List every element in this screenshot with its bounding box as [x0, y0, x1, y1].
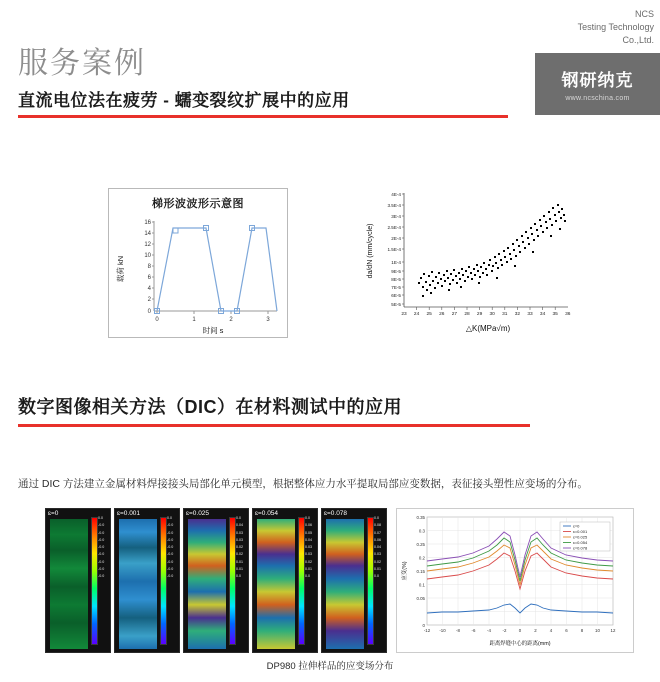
svg-text:1: 1	[192, 317, 196, 323]
dic-panel	[45, 508, 111, 653]
chart3-xlabel: 距离焊缝中心的距离(mm)	[489, 641, 551, 647]
svg-text:0.2: 0.2	[418, 555, 425, 561]
company-logo-block	[535, 0, 660, 115]
svg-text:28: 28	[464, 312, 470, 317]
company-name-en	[535, 0, 660, 47]
dic-scale-ticks: 0.0 -0.0 -0.0 -0.0 -0.0 -0.0 -0.0 -0.0 -0.0	[98, 516, 105, 579]
svg-text:25: 25	[426, 312, 432, 317]
title-underline-1	[18, 115, 508, 118]
svg-text:6: 6	[147, 275, 151, 281]
svg-text:-12: -12	[423, 628, 431, 633]
svg-text:1.5E-4: 1.5E-4	[387, 247, 401, 252]
svg-text:-8: -8	[456, 628, 460, 633]
svg-text:34: 34	[539, 312, 546, 317]
svg-text:36: 36	[565, 312, 571, 317]
svg-text:-2: -2	[502, 628, 507, 633]
svg-text:16: 16	[144, 220, 151, 226]
chart1-svg	[109, 211, 287, 339]
svg-text:0: 0	[147, 309, 151, 315]
svg-text:1E-4: 1E-4	[391, 260, 401, 265]
chart2-xlabel: △K(MPa√m)	[465, 324, 511, 333]
company-name-cn: 钢研纳克	[561, 71, 634, 90]
dic-strain-field	[326, 519, 364, 649]
dic-scale-ticks: 0.0 0.04 0.03 0.03 0.02 0.02 0.01 0.01 0.0	[236, 516, 243, 579]
dic-panel-label: ɛ=0.078	[324, 510, 348, 517]
svg-text:0: 0	[518, 628, 522, 633]
dic-scale-ticks: 0.0 0.06 0.05 0.04 0.03 0.03 0.02 0.01 0.0	[305, 516, 312, 579]
chart3-ylabel: 应变(%)	[402, 561, 408, 581]
svg-text:4E-4: 4E-4	[391, 192, 401, 197]
svg-text:24: 24	[413, 312, 420, 317]
svg-text:35: 35	[552, 312, 558, 317]
svg-text:3E-4: 3E-4	[391, 214, 401, 219]
svg-text:30: 30	[489, 312, 495, 317]
svg-text:26: 26	[439, 312, 445, 317]
dic-strain-field	[119, 519, 157, 649]
svg-text:12: 12	[144, 242, 151, 248]
chart1-xlabel: 时间 s	[202, 326, 224, 335]
svg-text:0: 0	[155, 317, 159, 323]
dic-strain-field	[50, 519, 88, 649]
dic-color-scale	[160, 517, 167, 645]
dic-panel	[114, 508, 180, 653]
chart2-svg	[360, 185, 575, 350]
dic-panel-label: ɛ=0.054	[255, 510, 279, 517]
company-name-line-3: Co.,Ltd.	[622, 35, 654, 45]
chart1-series	[157, 228, 277, 311]
dic-color-scale	[91, 517, 98, 645]
dic-color-scale	[367, 517, 374, 645]
page-subtitle: 直流电位法在疲劳 - 蠕变裂纹扩展中的应用	[18, 91, 350, 110]
section-title-dic: 数字图像相关方法（DIC）在材料测试中的应用	[18, 397, 402, 417]
svg-text:2: 2	[534, 628, 537, 633]
svg-text:0: 0	[422, 623, 425, 628]
dic-scale-ticks: 0.0 -0.0 -0.0 -0.0 -0.0 -0.0 -0.0 -0.0 -0.0	[167, 516, 174, 579]
svg-text:33: 33	[527, 312, 533, 317]
svg-text:2: 2	[229, 317, 233, 323]
svg-text:0.15: 0.15	[416, 569, 425, 574]
svg-text:4: 4	[147, 286, 151, 292]
svg-text:9E-5: 9E-5	[391, 269, 401, 274]
svg-text:8: 8	[147, 264, 151, 270]
svg-text:ɛ=0.001: ɛ=0.001	[573, 529, 588, 535]
svg-text:3: 3	[266, 317, 270, 323]
dic-panel-label: ɛ=0.025	[186, 510, 210, 517]
svg-text:8E-5: 8E-5	[391, 277, 401, 282]
svg-text:ɛ=0: ɛ=0	[573, 523, 580, 529]
title-underline-2	[18, 424, 530, 427]
dic-strain-field	[257, 519, 295, 649]
company-name-line-2: Testing Technology	[577, 22, 654, 32]
svg-text:7E-5: 7E-5	[391, 285, 401, 290]
svg-text:ɛ=0.078: ɛ=0.078	[573, 545, 588, 551]
dic-strain-field	[188, 519, 226, 649]
svg-text:2.5E-4: 2.5E-4	[387, 225, 401, 230]
svg-text:23: 23	[401, 312, 407, 317]
svg-text:4: 4	[549, 628, 553, 633]
dic-color-scale	[229, 517, 236, 645]
body-paragraph: 通过 DIC 方法建立金属材料焊接接头局部化单元模型，根据整体应力水平提取局部应变数据，表征接头塑性应变场的分布。	[18, 478, 588, 490]
svg-text:0.1: 0.1	[418, 582, 425, 588]
svg-text:-6: -6	[471, 628, 476, 633]
chart-trapezoid-waveform	[108, 188, 288, 338]
svg-text:ɛ=0.025: ɛ=0.025	[573, 534, 588, 540]
svg-text:0.35: 0.35	[416, 515, 425, 520]
chart1-title: 梯形波波形示意图	[152, 198, 244, 210]
svg-text:10: 10	[144, 253, 151, 259]
svg-text:-10: -10	[439, 628, 446, 633]
dic-panel-label: ɛ=0.001	[117, 510, 141, 517]
dic-panel	[252, 508, 318, 653]
svg-text:3.5E-4: 3.5E-4	[387, 203, 401, 208]
chart3-legend	[560, 522, 610, 551]
svg-text:8: 8	[580, 628, 584, 633]
dic-panel-label: ɛ=0	[48, 510, 59, 517]
company-website: www.ncschina.com	[565, 95, 630, 102]
logo-mark	[535, 53, 660, 115]
svg-text:32: 32	[514, 312, 521, 317]
chart-crack-growth-rate	[360, 185, 575, 350]
svg-text:12: 12	[610, 628, 616, 633]
dic-image-strip	[45, 508, 619, 653]
svg-text:29: 29	[476, 312, 483, 317]
svg-text:31: 31	[502, 312, 508, 317]
svg-text:14: 14	[144, 231, 151, 237]
dic-scale-ticks: 0.0 0.08 0.07 0.06 0.04 0.03 0.02 0.01 0.0	[374, 516, 381, 579]
company-name-line-1: NCS	[634, 9, 654, 19]
svg-text:5E-5: 5E-5	[391, 302, 401, 307]
chart2-scatter-points	[418, 204, 566, 297]
svg-text:0.3: 0.3	[418, 528, 425, 534]
svg-text:10: 10	[595, 628, 600, 633]
page-title: 服务案例	[18, 47, 146, 80]
dic-color-scale	[298, 517, 305, 645]
chart-strain-distribution	[396, 508, 634, 653]
svg-text:ɛ=0.054: ɛ=0.054	[573, 540, 588, 546]
chart1-ylabel: 载荷 kN	[116, 255, 125, 283]
svg-text:6: 6	[565, 628, 568, 633]
svg-text:0.05: 0.05	[416, 596, 425, 601]
dic-panel	[183, 508, 249, 653]
chart3-svg	[397, 509, 633, 652]
figure-caption: DP980 拉伸样品的应变场分布	[266, 661, 394, 672]
svg-text:-4: -4	[487, 628, 491, 633]
svg-text:2: 2	[147, 297, 151, 303]
svg-text:6E-5: 6E-5	[391, 293, 401, 298]
chart2-ylabel: da/dN (mm/cycle)	[367, 223, 374, 279]
svg-text:27: 27	[451, 312, 458, 317]
dic-panel	[321, 508, 387, 653]
svg-text:2E-4: 2E-4	[391, 236, 401, 241]
svg-text:0.25: 0.25	[416, 542, 425, 547]
